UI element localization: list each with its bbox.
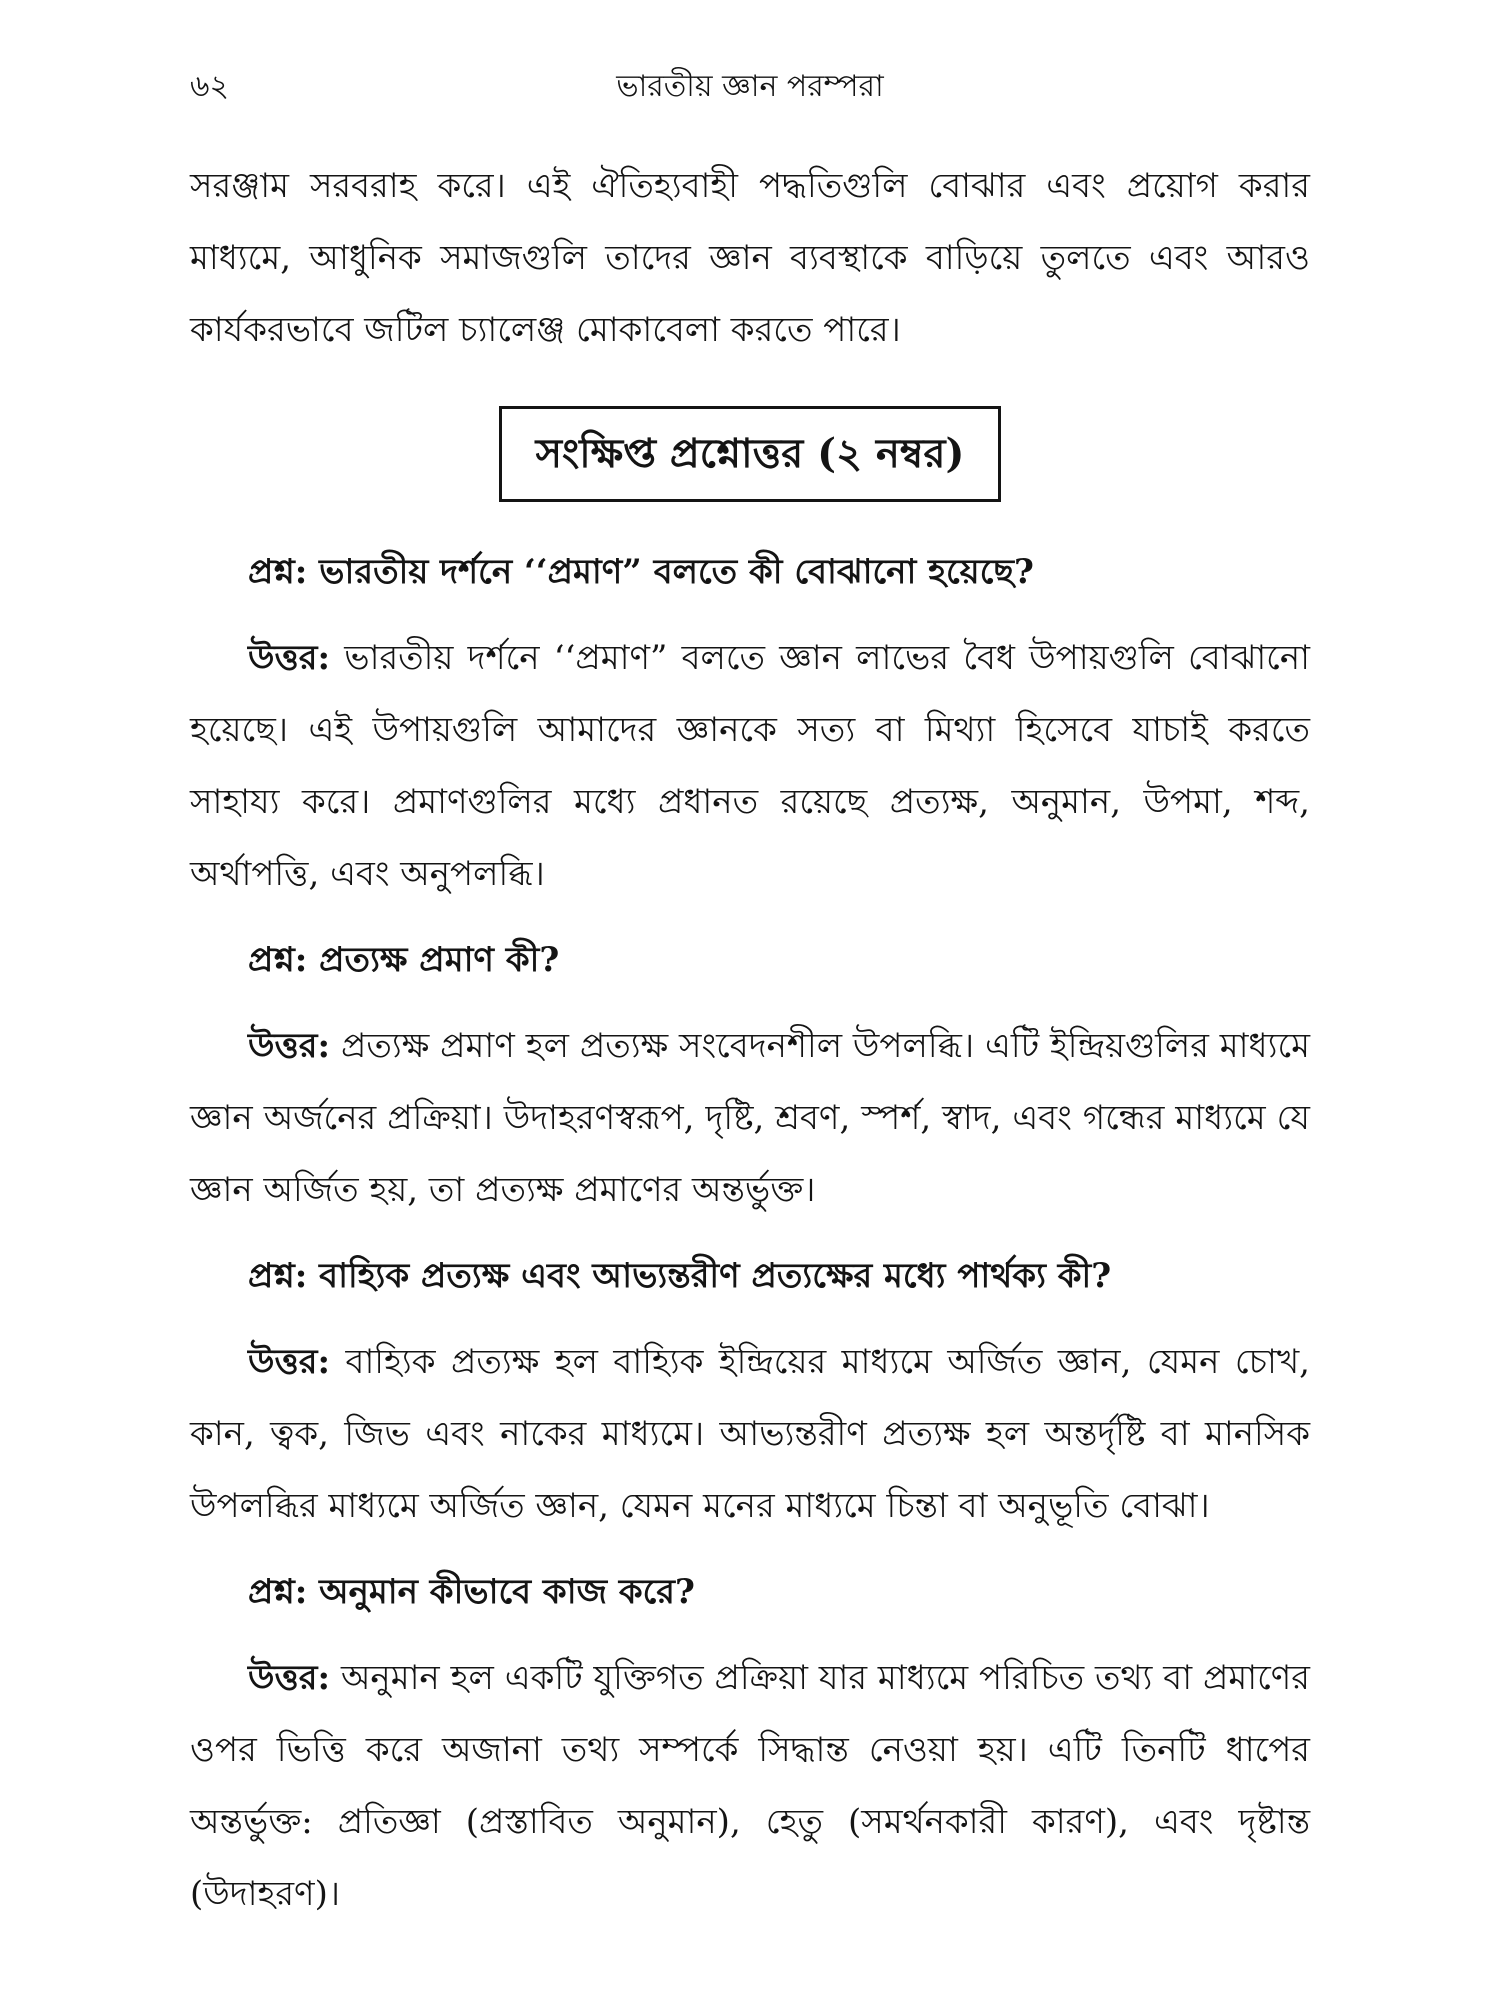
answer — [190, 1642, 1310, 1930]
question — [190, 1556, 1310, 1628]
qa-block-3 — [190, 1240, 1310, 1542]
running-header — [190, 62, 1310, 112]
question — [190, 1240, 1310, 1312]
answer-text: প্রত্যক্ষ প্রমাণ হল প্রত্যক্ষ সংবেদনশীল উপলব্ধি। এটি ইন্দ্রিয়গুলির মাধ্যমে জ্ঞান অর্জনের প্রক্রিয়া। উদাহরণস্বরূপ, দৃষ্টি, শ্রবণ, স্পর্শ, স্বাদ, এবং গন্ধের মাধ্যমে যে জ্ঞান অর্জিত হয়, তা প্রত্যক্ষ প্রমাণের অন্তর্ভুক্ত। — [190, 1026, 1310, 1210]
question-label: প্রশ্ন: — [248, 552, 308, 592]
answer-text: বাহ্যিক প্রত্যক্ষ হল বাহ্যিক ইন্দ্রিয়ের মাধ্যমে অর্জিত জ্ঞান, যেমন চোখ, কান, ত্বক, জিভ এবং নাকের মাধ্যমে। আভ্যন্তরীণ প্রত্যক্ষ হল অন্তর্দৃষ্টি বা মানসিক উপলব্ধির মাধ্যমে অর্জিত জ্ঞান, যেমন মনের মাধ্যমে চিন্তা বা অনুভূতি বোঝা। — [190, 1342, 1310, 1526]
qa-block-2 — [190, 924, 1310, 1226]
answer-label: উত্তর: — [248, 1658, 331, 1698]
answer-label: উত্তর: — [248, 1026, 331, 1066]
page-content — [190, 150, 1310, 1944]
question-text: বাহ্যিক প্রত্যক্ষ এবং আভ্যন্তরীণ প্রত্যক্ষের মধ্যে পার্থক্য কী? — [307, 1256, 1112, 1296]
qa-block-4 — [190, 1556, 1310, 1930]
question-text: প্রত্যক্ষ প্রমাণ কী? — [307, 940, 560, 980]
answer-label: উত্তর: — [248, 638, 331, 678]
question-label: প্রশ্ন: — [248, 1256, 308, 1296]
intro-paragraph: সরঞ্জাম সরবরাহ করে। এই ঐতিহ্যবাহী পদ্ধতিগুলি বোঝার এবং প্রয়োগ করার মাধ্যমে, আধুনিক সমাজগুলি তাদের জ্ঞান ব্যবস্থাকে বাড়িয়ে তুলতে এবং আরও কার্যকরভাবে জটিল চ্যালেঞ্জ মোকাবেলা করতে পারে। — [190, 166, 1310, 350]
answer-text: ভারতীয় দর্শনে ‘‘প্রমাণ” বলতে জ্ঞান লাভের বৈধ উপায়গুলি বোঝানো হয়েছে। এই উপায়গুলি আমাদের জ্ঞানকে সত্য বা মিথ্যা হিসেবে যাচাই করতে সাহায্য করে। প্রমাণগুলির মধ্যে প্রধানত রয়েছে প্রত্যক্ষ, অনুমান, উপমা, শব্দ, অর্থাপত্তি, এবং অনুপলব্ধি। — [190, 638, 1310, 894]
section-heading-wrapper — [190, 406, 1310, 502]
answer — [190, 622, 1310, 910]
question-text: অনুমান কীভাবে কাজ করে? — [307, 1572, 695, 1612]
question — [190, 924, 1310, 996]
page-number: ৬২ — [190, 69, 230, 104]
qa-block-1 — [190, 536, 1310, 910]
question-label: প্রশ্ন: — [248, 940, 308, 980]
question-text: ভারতীয় দর্শনে ‘‘প্রমাণ” বলতে কী বোঝানো হয়েছে? — [307, 552, 1034, 592]
answer-label: উত্তর: — [248, 1342, 331, 1382]
question-label: প্রশ্ন: — [248, 1572, 308, 1612]
running-title: ভারতীয় জ্ঞান পরম্পরা — [616, 69, 884, 104]
answer — [190, 1010, 1310, 1226]
answer — [190, 1326, 1310, 1542]
answer-text: অনুমান হল একটি যুক্তিগত প্রক্রিয়া যার মাধ্যমে পরিচিত তথ্য বা প্রমাণের ওপর ভিত্তি করে অজানা তথ্য সম্পর্কে সিদ্ধান্ত নেওয়া হয়। এটি তিনটি ধাপের অন্তর্ভুক্ত: প্রতিজ্ঞা (প্রস্তাবিত অনুমান), হেতু (সমর্থনকারী কারণ), এবং দৃষ্টান্ত (উদাহরণ)। — [190, 1658, 1310, 1914]
question — [190, 536, 1310, 608]
section-heading: সংক্ষিপ্ত প্রশ্নোত্তর (২ নম্বর) — [499, 406, 1002, 502]
